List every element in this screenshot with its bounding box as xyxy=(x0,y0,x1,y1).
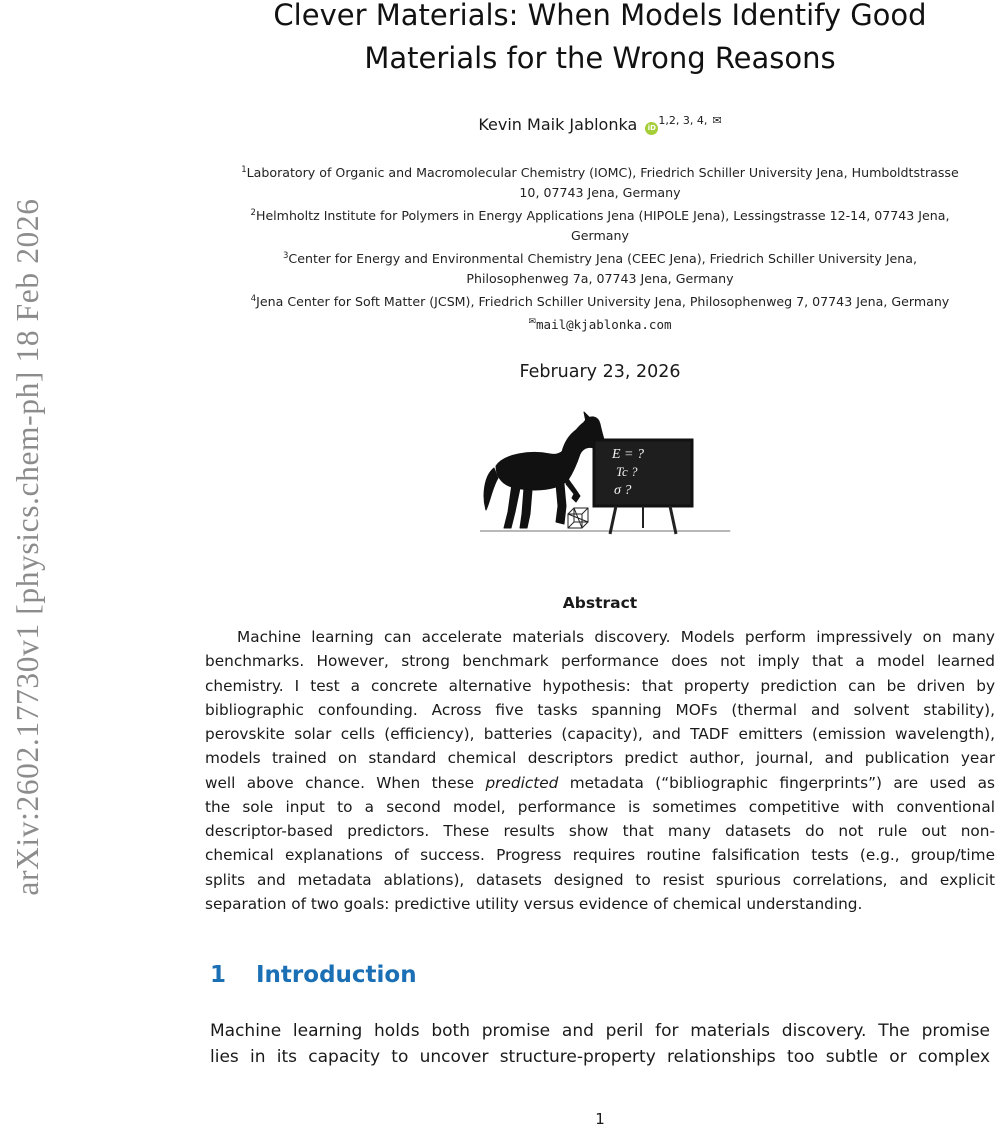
abstract-line: descriptor-based predictors. These results show that many datasets do not rule out non- xyxy=(205,822,995,840)
abstract-line: chemical explanations of success. Progress requires routine falsification tests (e.g., group/time xyxy=(205,846,995,865)
section-heading[interactable] xyxy=(210,962,417,988)
body-line: Machine learning holds both promise and peril for materials discovery. The promise xyxy=(210,1021,990,1041)
affiliation-1: $^1$Laboratory of Organic and Macromolecular Chemistry (IOMC), Friedrich Schiller University Jena, Humboldtstrasse xyxy=(241,165,959,180)
chalkboard xyxy=(594,440,692,534)
abstract-line: benchmarks. However, strong benchmark performance does not imply that a model learned xyxy=(205,652,995,671)
affiliation-2-cont: Germany xyxy=(571,228,629,243)
abstract-line: Machine learning can accelerate materials discovery. Models perform impressively on many xyxy=(237,628,995,646)
title-line: Clever Materials: When Models Identify Good xyxy=(273,0,927,32)
abstract-line: separation of two goals: predictive utility versus evidence of chemical understanding. xyxy=(205,894,863,913)
board-line: σ ? xyxy=(614,483,632,498)
paper-date: February 23, 2026 xyxy=(519,362,681,382)
arxiv-stamp: arXiv:2602.17730v1 [physics.chem-ph] 18 Feb 2026 xyxy=(10,198,45,896)
abstract-line: bibliographic confounding. Across five tasks spanning MOFs (thermal and solvent stability), xyxy=(205,700,995,719)
affiliation-1-cont: 10, 07743 Jena, Germany xyxy=(519,185,681,200)
affiliation-3-cont: Philosophenweg 7a, 07743 Jena, Germany xyxy=(466,271,734,286)
abstract-line: well above chance. When these predicted metadata (“bibliographic fingerprints”) are used as xyxy=(205,773,995,792)
email-icon: ✉ xyxy=(528,317,537,327)
affiliation-2: $^2$Helmholtz Institute for Polymers in Energy Applications Jena (HIPOLE Jena), Lessingstrasse 12-14, 07743 Jena, xyxy=(250,208,950,223)
body-line: lies in its capacity to uncover structure-property relationships too subtle or complex xyxy=(210,1047,990,1067)
crystal-lattice-icon xyxy=(568,508,588,528)
email-link[interactable]: mail@kjablonka.com xyxy=(536,317,672,332)
email-icon: ✉ xyxy=(712,114,722,127)
affiliation-4: $^4$Jena Center for Soft Matter (JCSM), Friedrich Schiller University Jena, Philosophenweg 7, 07743 Jena, Germany xyxy=(250,294,950,309)
page-number: 1 xyxy=(595,1110,605,1128)
paper-title xyxy=(200,0,998,80)
board-line: Tc ? xyxy=(616,464,638,479)
abstract-line: splits and metadata ablations), datasets designed to resist spurious correlations, and explicit xyxy=(205,870,995,889)
title-line: Materials for the Wrong Reasons xyxy=(364,41,836,75)
affiliations xyxy=(205,160,995,335)
body-text xyxy=(210,1018,990,1070)
abstract-line: chemistry. I test a concrete alternative hypothesis: that property prediction can be driven by xyxy=(205,676,995,695)
abstract-line: models trained on standard chemical descriptors predict author, journal, and publication year xyxy=(205,749,995,768)
author-line xyxy=(200,114,998,135)
email-row xyxy=(205,312,995,335)
affiliation-3: $^3$Center for Energy and Environmental Chemistry Jena (CEEC Jena), Friedrich Schiller University Jena, xyxy=(283,251,917,266)
abstract-line: the sole input to a second model, performance is sometimes competitive with conventional xyxy=(205,797,995,816)
abstract-body xyxy=(205,625,995,916)
abstract-line: perovskite solar cells (efficiency), batteries (capacity), and TADF emitters (emission wavelength), xyxy=(205,725,995,743)
orcid-icon[interactable]: iD xyxy=(645,122,658,135)
clever-hans-illustration xyxy=(480,410,740,540)
section-title: Introduction xyxy=(256,962,417,988)
abstract-heading: Abstract xyxy=(562,594,638,612)
author-affiliation-marks: 1,2, 3, 4, xyxy=(658,114,708,127)
board-line: E = ? xyxy=(612,447,644,462)
author-name: Kevin Maik Jablonka xyxy=(478,115,638,134)
section-number: 1 xyxy=(210,962,227,988)
